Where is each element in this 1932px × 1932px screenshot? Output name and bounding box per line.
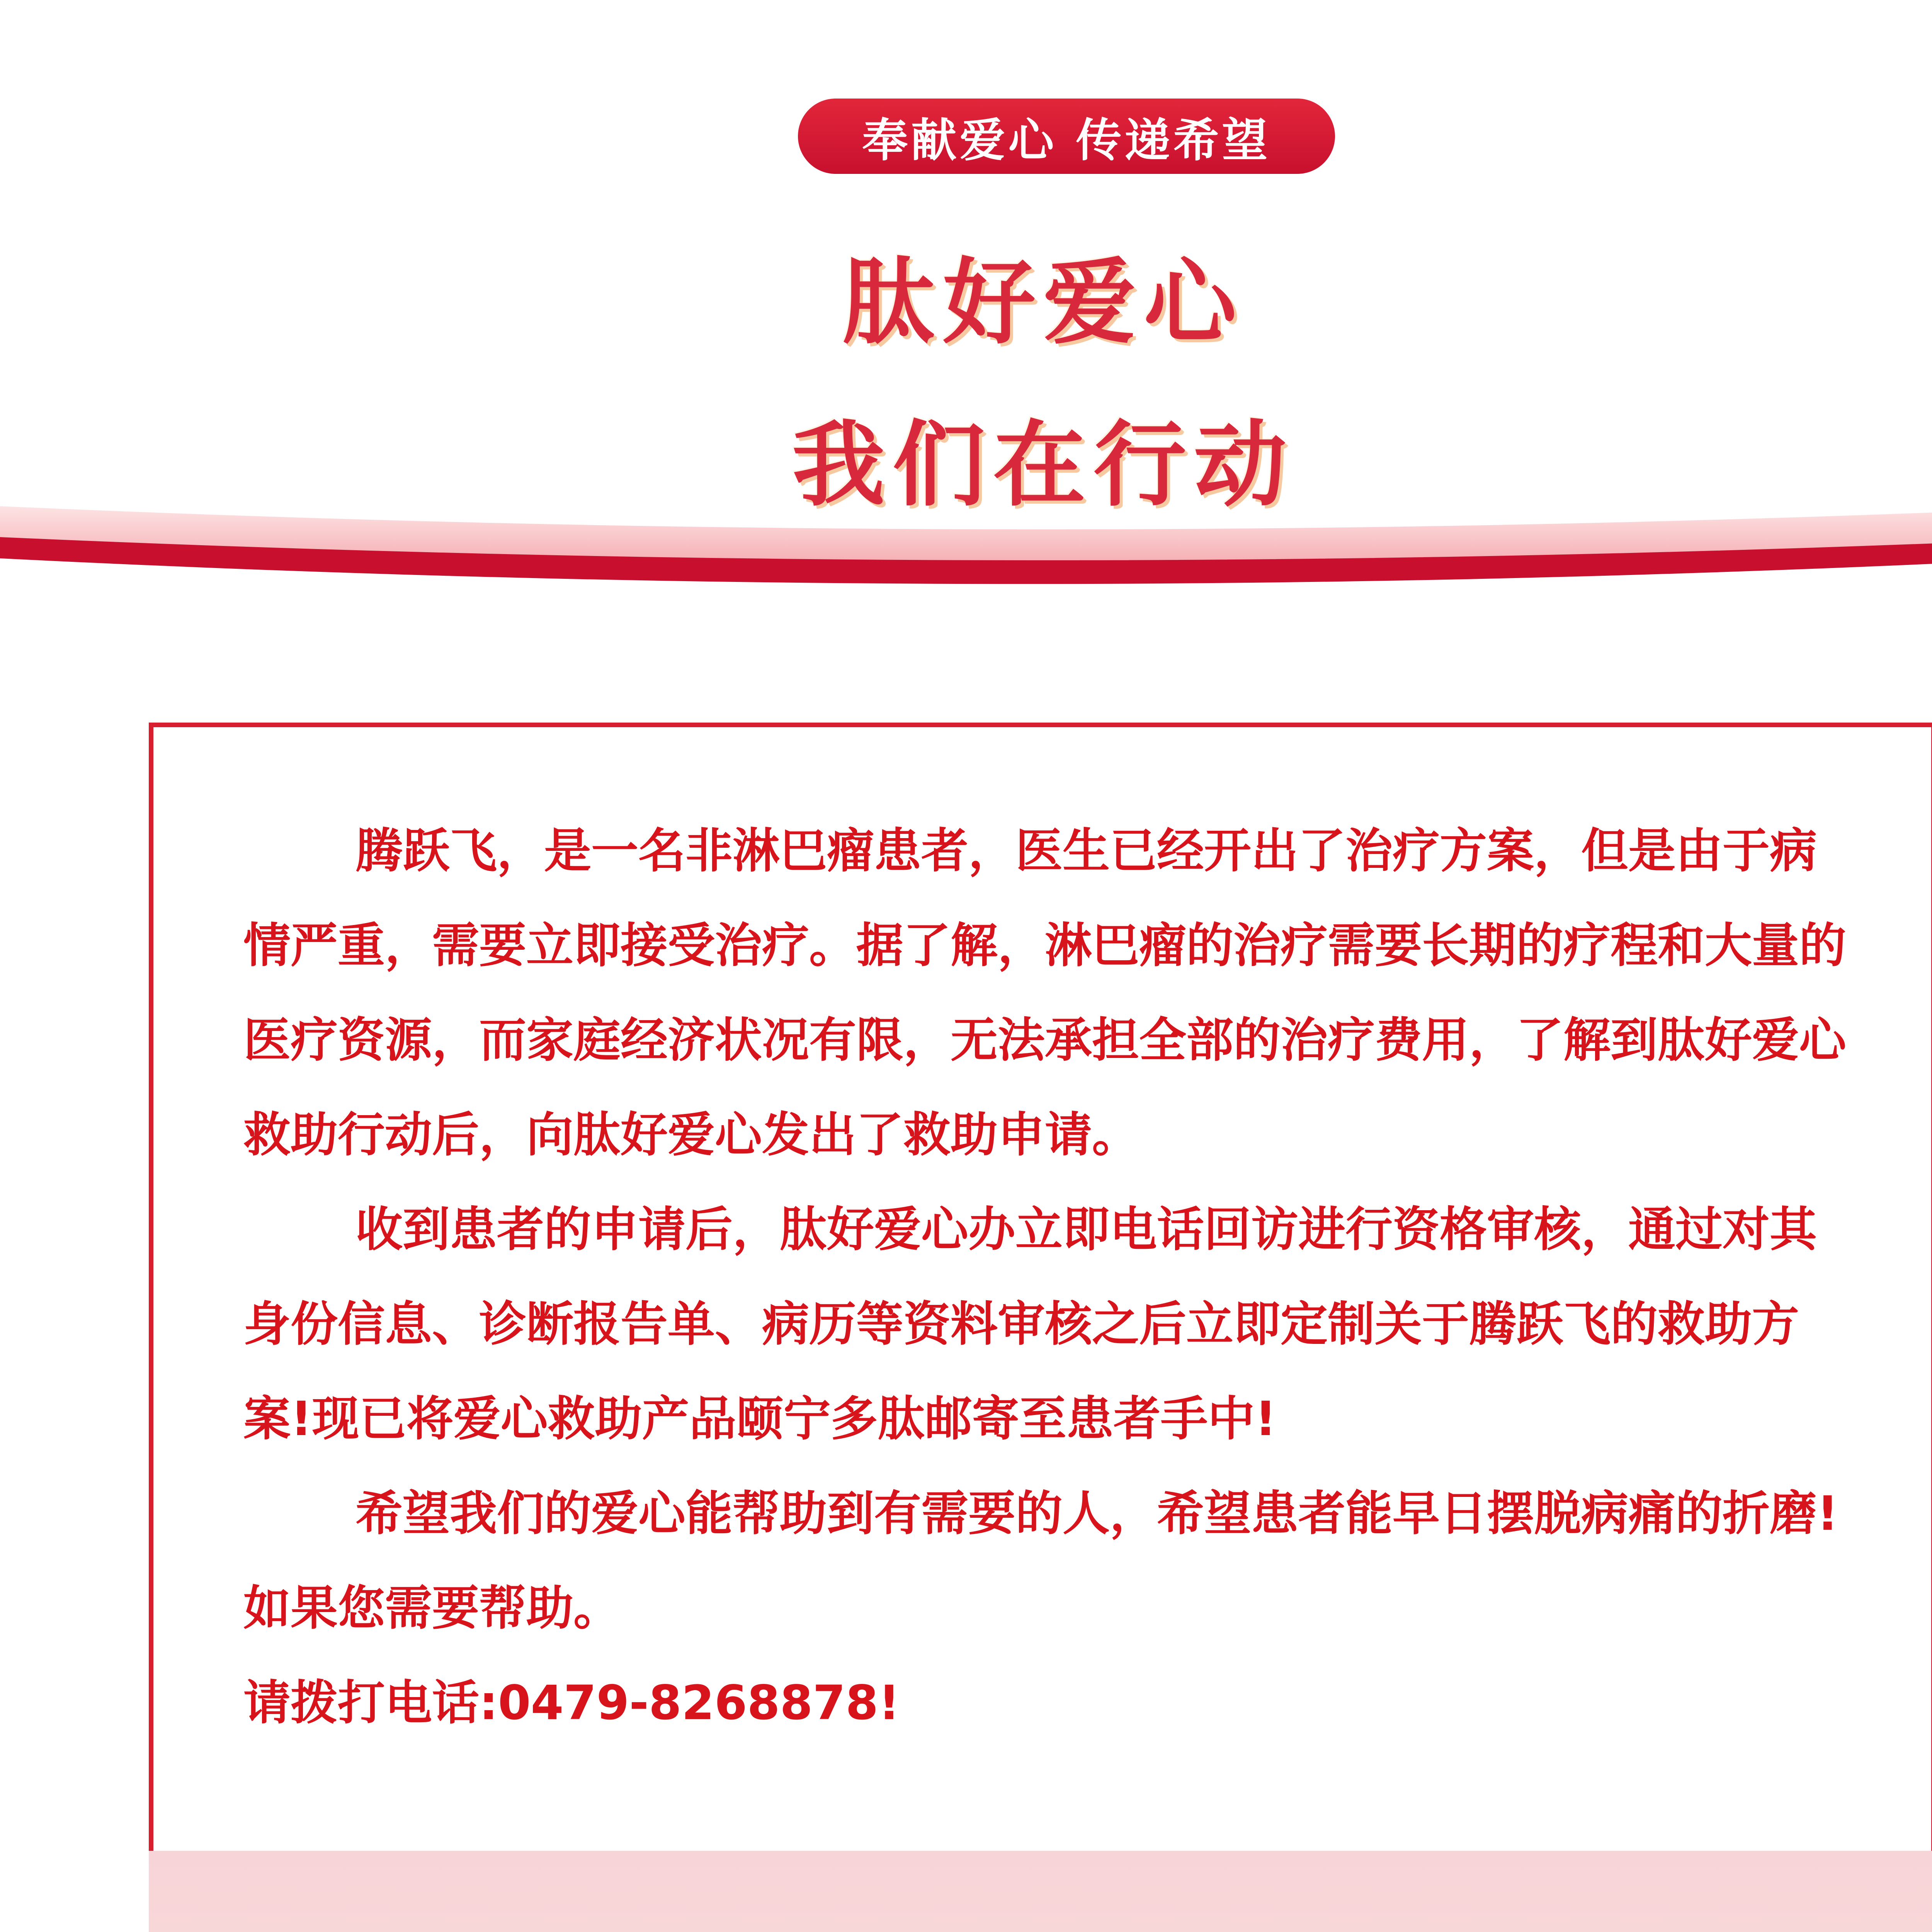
- header-swoosh: [0, 479, 1932, 611]
- story-paragraph-2: 收到患者的申请后，肽好爱心办立即电话回访进行资格审核，通过对其身份信息、诊断报告单、病历等资料审核之后立即定制关于腾跃飞的救助方案!现已将爱心救助产品颐宁多肽邮寄至患者手中!: [243, 1202, 1817, 1446]
- story-text: [243, 804, 1851, 1750]
- slogan-banner: [798, 99, 1335, 174]
- slogan-text: 奉献爱心 传递希望: [862, 113, 1271, 167]
- poster-background-art: [149, 1851, 1932, 1932]
- story-paragraph-3: 希望我们的爱心能帮助到有需要的人，希望患者能早日摆脱病痛的折磨!: [355, 1486, 1838, 1541]
- story-paragraph-1: 腾跃飞，是一名非淋巴瘤患者，医生已经开出了治疗方案，但是由于病情严重，需要立即接受治疗。据了解，淋巴瘤的治疗需要长期的疗程和大量的医疗资源，而家庭经济状况有限，无法承担全部的治疗费用，了解到肽好爱心救助行动后，向肽好爱心发出了救助申请。: [243, 823, 1846, 1162]
- help-prompt: 如果您需要帮助。: [243, 1581, 621, 1636]
- page-title-line2: 我们在行动: [792, 411, 1294, 519]
- page-title-line1: 肽好爱心: [842, 248, 1244, 357]
- phone-line: 请拨打电话:0479-8268878!: [243, 1675, 900, 1730]
- charity-poster: [149, 1851, 1932, 1932]
